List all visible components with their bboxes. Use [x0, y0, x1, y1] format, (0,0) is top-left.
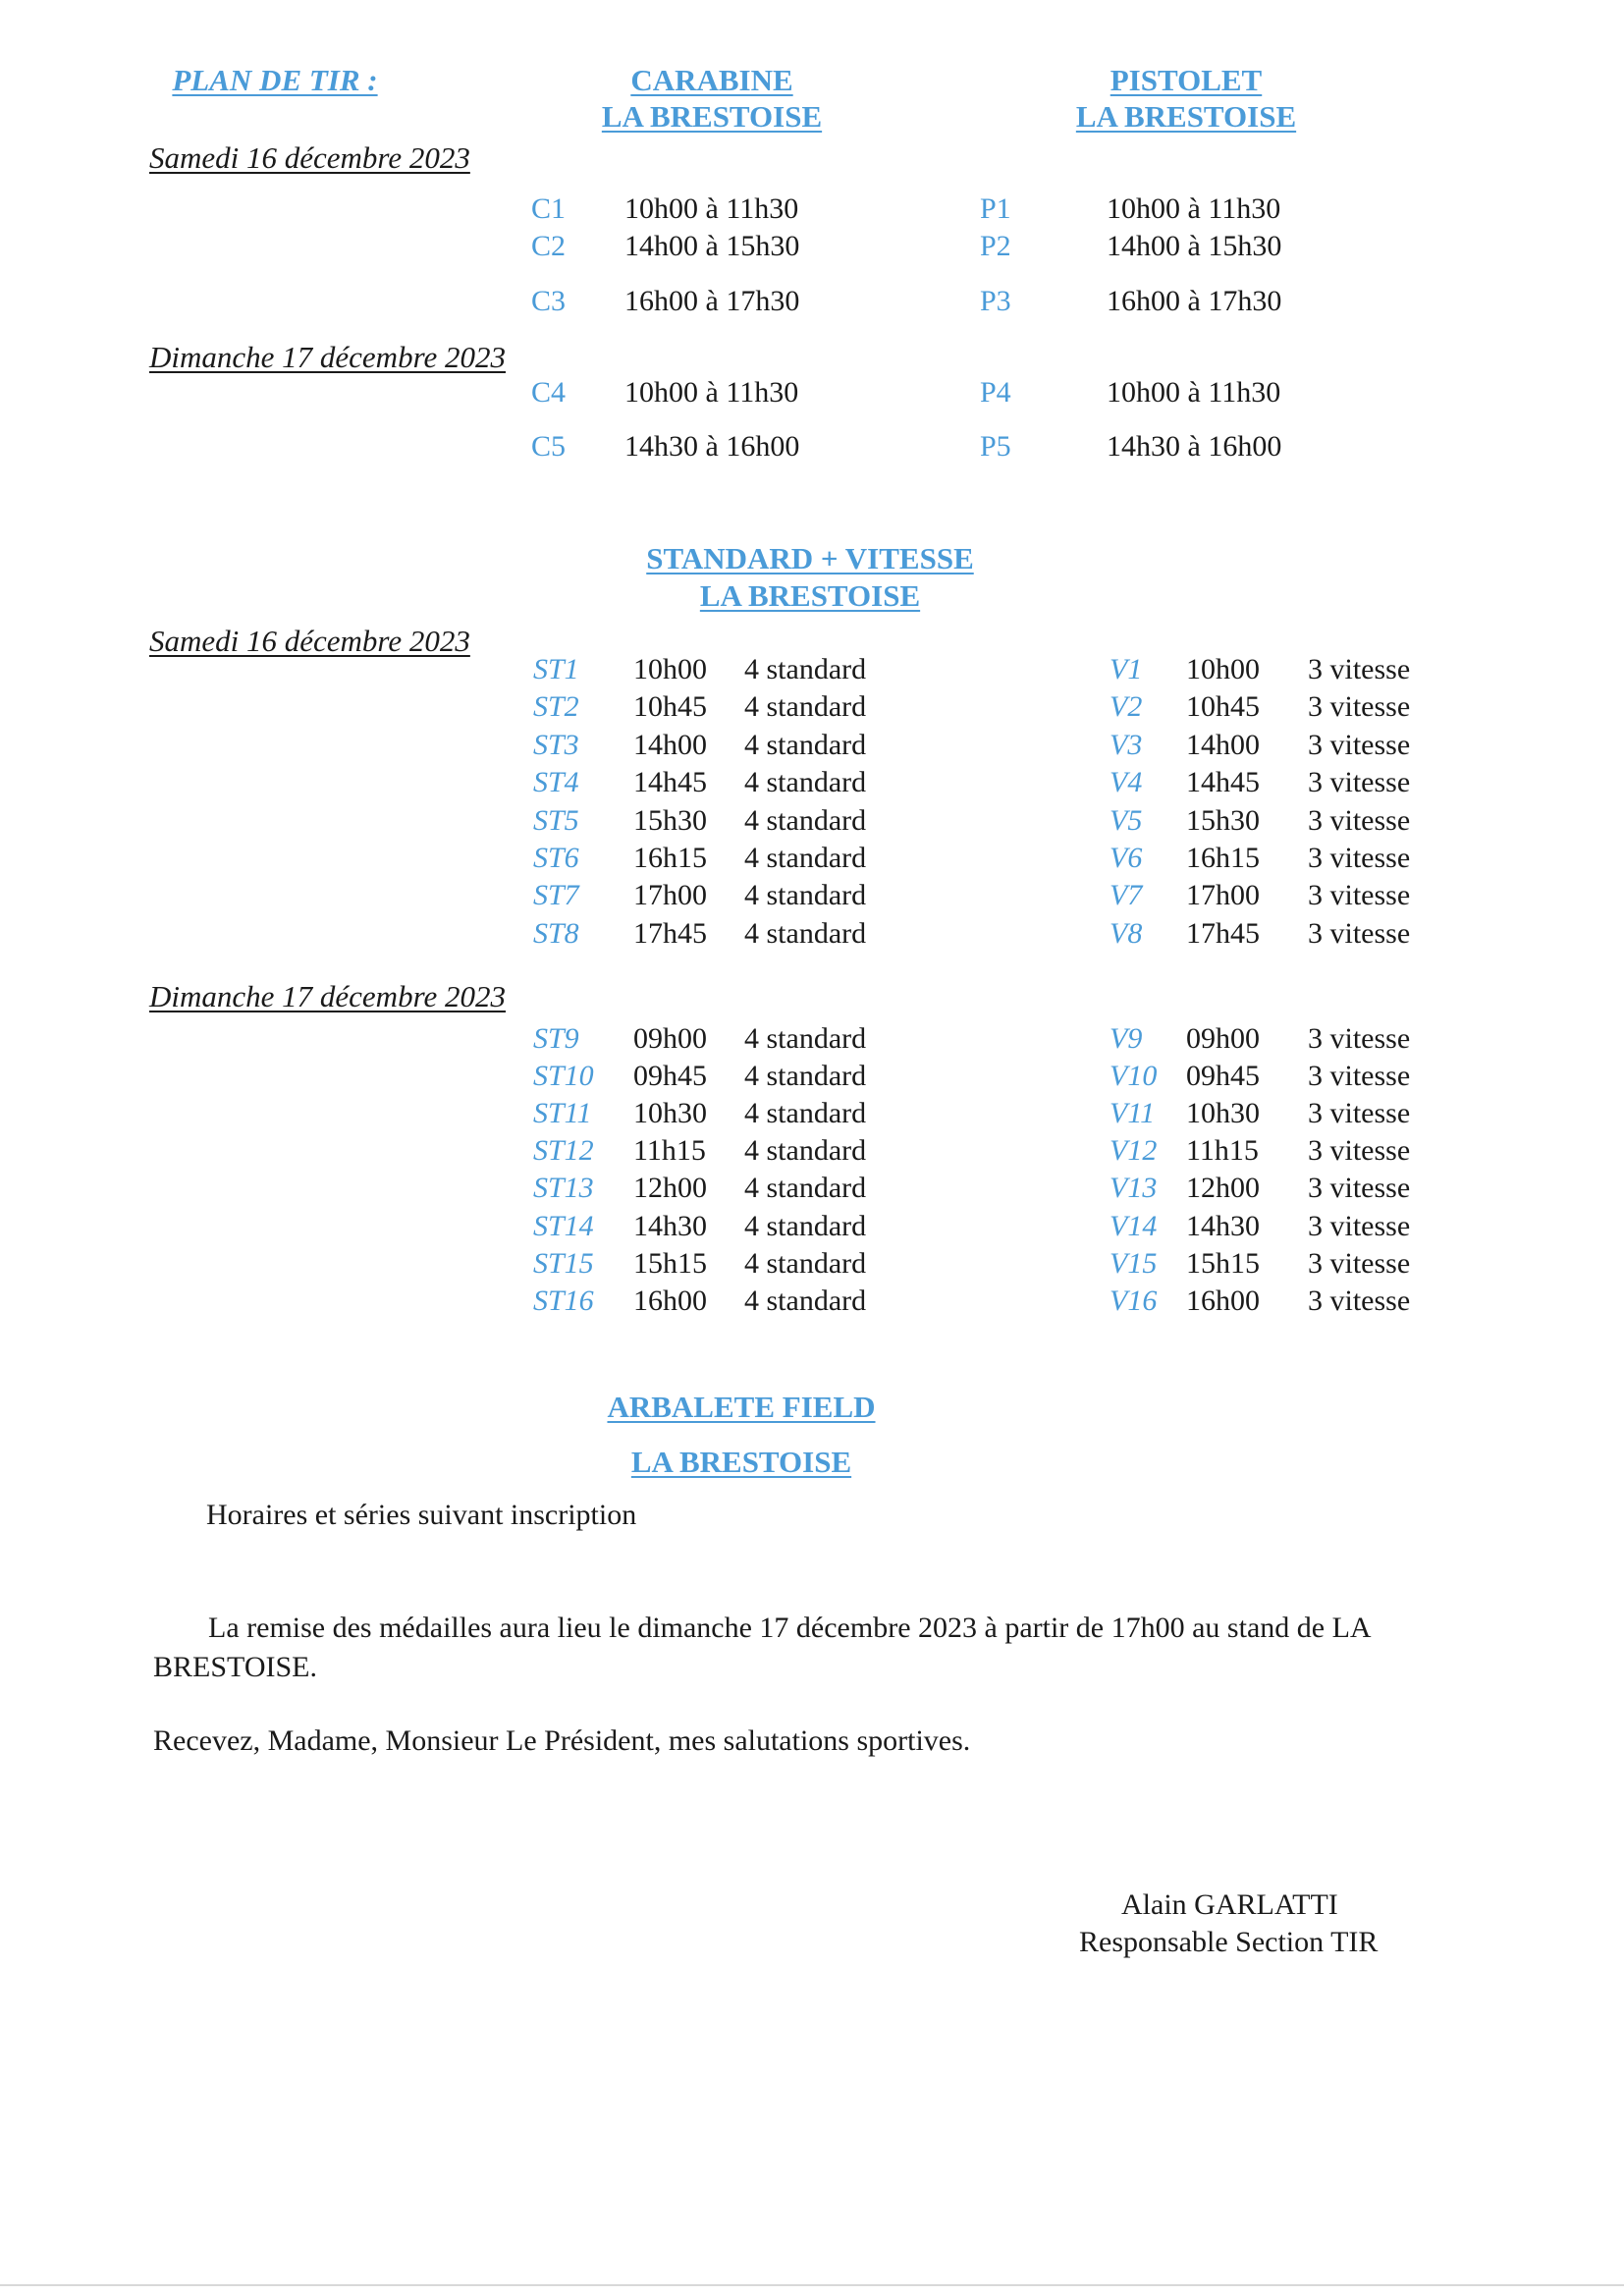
standard-series-code: ST3	[533, 728, 579, 761]
vitesse-series-desc: 3 vitesse	[1308, 879, 1411, 912]
standard-series-code: ST1	[533, 653, 579, 685]
standard-series-time: 10h00	[633, 653, 707, 685]
carabine-session-code: C4	[531, 376, 567, 409]
standard-series-code: ST11	[533, 1097, 592, 1130]
vitesse-series-time: 12h00	[1186, 1172, 1260, 1205]
standard-series-time: 12h00	[633, 1172, 707, 1205]
pistolet-session-time: 14h00 à 15h30	[1107, 230, 1282, 262]
vitesse-series-code: V2	[1110, 690, 1143, 724]
standard-series-code: ST9	[533, 1022, 579, 1055]
carabine-session-code: C3	[531, 285, 567, 317]
vitesse-series-time: 17h00	[1186, 879, 1260, 912]
carabine-heading: CARABINE	[630, 63, 793, 97]
vitesse-series-desc: 3 vitesse	[1308, 653, 1411, 685]
standard-series-desc: 4 standard	[744, 1060, 867, 1093]
vitesse-series-desc: 3 vitesse	[1308, 1022, 1411, 1055]
standard-series-desc: 4 standard	[744, 1022, 867, 1055]
standard-series-code: ST6	[533, 842, 579, 874]
standard-series-time: 16h15	[633, 842, 707, 874]
standard-series-desc: 4 standard	[744, 916, 867, 950]
vitesse-series-code: V14	[1110, 1209, 1158, 1242]
standard-series-time: 15h30	[633, 803, 707, 837]
vitesse-series-code: V15	[1110, 1246, 1158, 1280]
vitesse-series-time: 17h45	[1186, 916, 1260, 950]
vitesse-series-desc: 3 vitesse	[1308, 842, 1411, 874]
standard-series-desc: 4 standard	[744, 1246, 867, 1280]
vitesse-series-code: V9	[1110, 1022, 1143, 1055]
standard-series-desc: 4 standard	[744, 728, 867, 761]
vitesse-series-desc: 3 vitesse	[1308, 690, 1411, 724]
carabine-session-time: 16h00 à 17h30	[624, 285, 800, 317]
vitesse-series-time: 10h45	[1186, 690, 1260, 724]
standard-series-desc: 4 standard	[744, 842, 867, 874]
vitesse-series-code: V12	[1110, 1134, 1158, 1168]
vitesse-series-time: 14h45	[1186, 766, 1260, 799]
carabine-session-code: C5	[531, 430, 567, 463]
pistolet-session-code: P2	[980, 230, 1011, 262]
pistolet-session-time: 10h00 à 11h30	[1107, 376, 1281, 409]
standard-series-time: 09h00	[633, 1022, 707, 1055]
vitesse-series-desc: 3 vitesse	[1308, 728, 1411, 761]
standard-series-desc: 4 standard	[744, 653, 867, 685]
standard-series-time: 10h45	[633, 690, 707, 724]
standard-series-desc: 4 standard	[744, 803, 867, 837]
carabine-session-time: 14h30 à 16h00	[624, 430, 800, 463]
vitesse-series-time: 10h00	[1186, 653, 1260, 685]
standard-series-time: 17h45	[633, 916, 707, 950]
vitesse-series-time: 16h00	[1186, 1284, 1260, 1317]
carabine-session-time: 10h00 à 11h30	[624, 192, 799, 225]
vitesse-series-time: 10h30	[1186, 1097, 1260, 1130]
standard-series-time: 09h45	[633, 1060, 707, 1093]
vitesse-series-desc: 3 vitesse	[1308, 1246, 1411, 1280]
vitesse-series-desc: 3 vitesse	[1308, 766, 1411, 799]
standard-series-desc: 4 standard	[744, 1097, 867, 1130]
vitesse-series-code: V5	[1110, 803, 1143, 837]
standard-series-code: ST15	[533, 1246, 594, 1280]
arbalete-heading: ARBALETE FIELD	[607, 1390, 876, 1424]
carabine-day1-heading: Samedi 16 décembre 2023	[149, 140, 470, 175]
pistolet-session-code: P4	[980, 376, 1011, 409]
standard-series-code: ST14	[533, 1209, 594, 1242]
vitesse-series-desc: 3 vitesse	[1308, 1134, 1411, 1168]
standard-series-desc: 4 standard	[744, 1172, 867, 1205]
vitesse-series-code: V6	[1110, 842, 1143, 874]
carabine-session-time: 14h00 à 15h30	[624, 230, 800, 262]
vitesse-series-desc: 3 vitesse	[1308, 1060, 1411, 1093]
pistolet-session-time: 14h30 à 16h00	[1107, 430, 1282, 463]
pistolet-session-time: 16h00 à 17h30	[1107, 285, 1282, 317]
pistolet-session-time: 10h00 à 11h30	[1107, 192, 1281, 225]
standard-series-code: ST16	[533, 1284, 594, 1317]
standard-series-code: ST12	[533, 1134, 594, 1168]
vitesse-series-time: 14h00	[1186, 728, 1260, 761]
standard-series-code: ST8	[533, 916, 579, 950]
sv-day1-heading: Samedi 16 décembre 2023	[149, 624, 470, 658]
standard-series-code: ST13	[533, 1172, 594, 1205]
standard-series-time: 17h00	[633, 879, 707, 912]
standard-series-time: 14h45	[633, 766, 707, 799]
standard-series-code: ST7	[533, 879, 579, 912]
standard-series-code: ST5	[533, 803, 579, 837]
medals-text-line1: La remise des médailles aura lieu le dimanche 17 décembre 2023 à partir de 17h00 au stand de LA	[208, 1612, 1372, 1644]
carabine-session-code: C2	[531, 230, 567, 262]
vitesse-series-desc: 3 vitesse	[1308, 916, 1411, 950]
vitesse-series-code: V7	[1110, 879, 1143, 912]
arbalete-club-heading: LA BRESTOISE	[630, 1445, 852, 1479]
standard-series-desc: 4 standard	[744, 879, 867, 912]
vitesse-series-desc: 3 vitesse	[1308, 803, 1411, 837]
plan-title: PLAN DE TIR :	[172, 63, 378, 97]
vitesse-series-time: 15h15	[1186, 1246, 1260, 1280]
vitesse-series-time: 11h15	[1186, 1134, 1259, 1168]
vitesse-series-time: 09h00	[1186, 1022, 1260, 1055]
standard-series-desc: 4 standard	[744, 766, 867, 799]
carabine-session-code: C1	[531, 192, 567, 225]
page-bottom-rule	[0, 2284, 1624, 2286]
standard-series-desc: 4 standard	[744, 1134, 867, 1168]
arbalete-note: Horaires et séries suivant inscription	[206, 1499, 637, 1531]
vitesse-series-time: 09h45	[1186, 1060, 1260, 1093]
standard-series-code: ST4	[533, 766, 579, 799]
standard-series-code: ST2	[533, 690, 579, 724]
standard-vitesse-club-heading: LA BRESTOISE	[699, 578, 921, 613]
signature-name: Alain GARLATTI	[1121, 1888, 1338, 1921]
vitesse-series-code: V10	[1110, 1060, 1158, 1093]
vitesse-series-code: V8	[1110, 916, 1143, 950]
standard-series-code: ST10	[533, 1060, 594, 1093]
greeting-text: Recevez, Madame, Monsieur Le Président, mes salutations sportives.	[153, 1724, 971, 1757]
standard-series-time: 14h00	[633, 728, 707, 761]
standard-series-desc: 4 standard	[744, 1209, 867, 1242]
standard-vitesse-heading: STANDARD + VITESSE	[646, 541, 974, 575]
standard-series-time: 16h00	[633, 1284, 707, 1317]
sv-day2-heading: Dimanche 17 décembre 2023	[149, 979, 506, 1013]
medals-text-line2: BRESTOISE.	[153, 1651, 317, 1683]
standard-series-time: 11h15	[633, 1134, 706, 1168]
signature-role: Responsable Section TIR	[1079, 1926, 1379, 1958]
vitesse-series-code: V1	[1110, 653, 1143, 685]
vitesse-series-desc: 3 vitesse	[1308, 1172, 1411, 1205]
standard-series-time: 14h30	[633, 1209, 707, 1242]
vitesse-series-desc: 3 vitesse	[1308, 1284, 1411, 1317]
carabine-club-heading: LA BRESTOISE	[601, 99, 823, 134]
vitesse-series-time: 16h15	[1186, 842, 1260, 874]
vitesse-series-desc: 3 vitesse	[1308, 1097, 1411, 1130]
vitesse-series-code: V4	[1110, 766, 1143, 799]
vitesse-series-code: V11	[1110, 1097, 1156, 1130]
vitesse-series-code: V3	[1110, 728, 1143, 761]
standard-series-time: 15h15	[633, 1246, 707, 1280]
carabine-day2-heading: Dimanche 17 décembre 2023	[149, 340, 506, 374]
standard-series-desc: 4 standard	[744, 690, 867, 724]
pistolet-heading: PISTOLET	[1110, 63, 1263, 97]
pistolet-club-heading: LA BRESTOISE	[1075, 99, 1297, 134]
pistolet-session-code: P5	[980, 430, 1011, 463]
pistolet-session-code: P1	[980, 192, 1011, 225]
vitesse-series-code: V16	[1110, 1284, 1158, 1317]
carabine-session-time: 10h00 à 11h30	[624, 376, 799, 409]
vitesse-series-desc: 3 vitesse	[1308, 1209, 1411, 1242]
standard-series-desc: 4 standard	[744, 1284, 867, 1317]
vitesse-series-code: V13	[1110, 1172, 1158, 1205]
pistolet-session-code: P3	[980, 285, 1011, 317]
vitesse-series-time: 15h30	[1186, 803, 1260, 837]
standard-series-time: 10h30	[633, 1097, 707, 1130]
vitesse-series-time: 14h30	[1186, 1209, 1260, 1242]
